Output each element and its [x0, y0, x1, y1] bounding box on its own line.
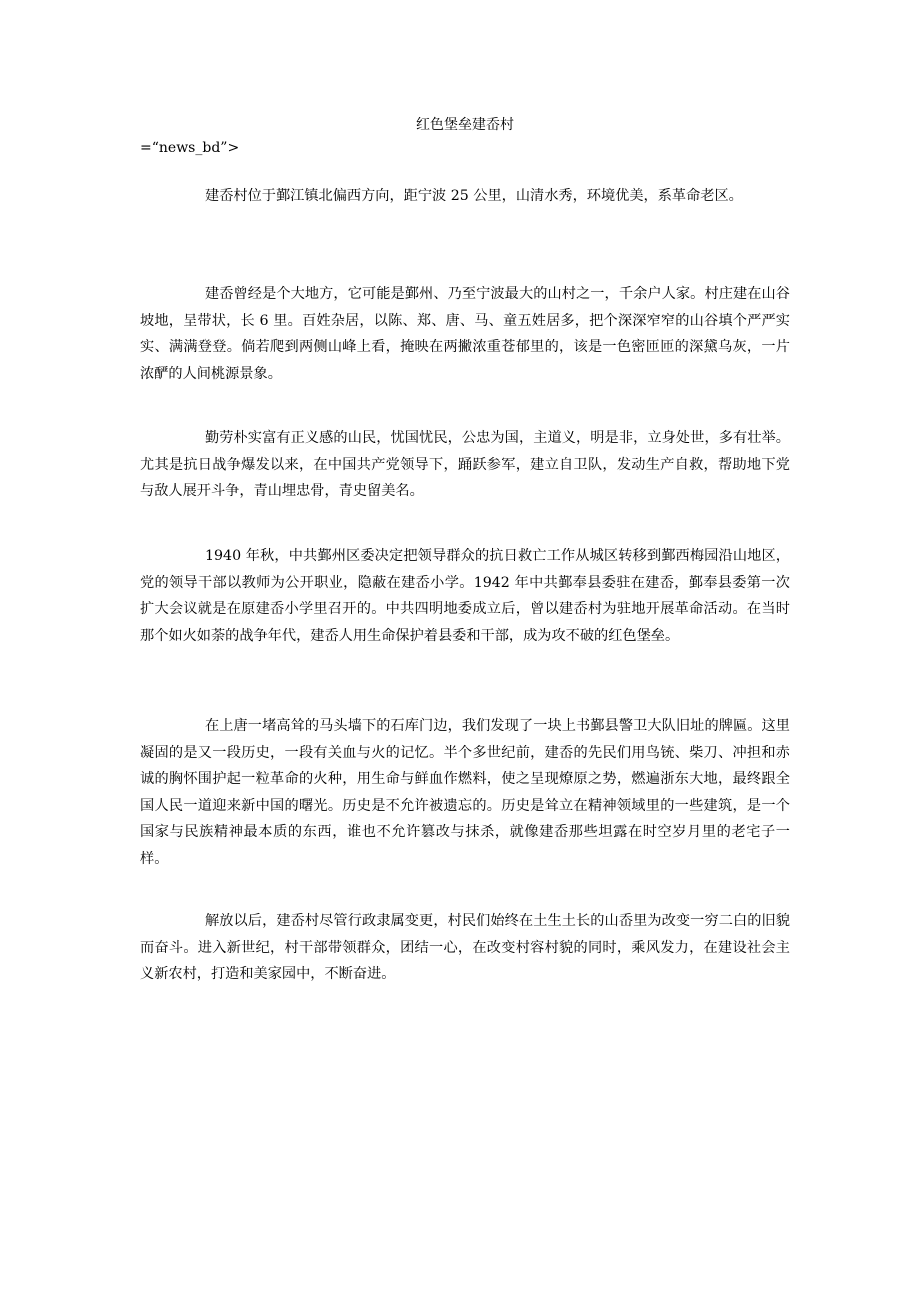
document-title: 红色堡垒建岙村	[416, 117, 514, 133]
paragraph-villagers: 勤劳朴实富有正义感的山民，忧国忧民，公忠为国，主道义，明是非，立身处世，多有壮举。尤其是抗日战争爆发以来，在中国共产党领导下，踊跃参军，建立自卫队，发动生产自救，帮助地下党与敌人展开斗争，青山埋忠骨，青史留美名。	[140, 430, 790, 499]
paragraph-history: 建岙曾经是个大地方，它可能是鄞州、乃至宁波最大的山村之一，千余户人家。村庄建在山谷坡地，呈带状，长 6 里。百姓杂居，以陈、郑、唐、马、童五姓居多，把个深深窄窄的山谷填个严严实实、满满登登。倘若爬到两侧山峰上看，掩映在两撇浓重苍郁里的，该是一色密匝匝的深黛乌灰，一片浓酽的人间桃源景象。	[140, 286, 790, 382]
paragraph-after-liberation: 解放以后，建岙村尽管行政隶属变更，村民们始终在土生土长的山岙里为改变一穷二白的旧貌而奋斗。进入新世纪，村干部带领群众，团结一心，在改变村容村貌的同时，乘风发力，在建设社会主义新农村，打造和美家园中，不断奋进。	[140, 913, 790, 982]
paragraph-revolution: 1940 年秋，中共鄞州区委决定把领导群众的抗日救亡工作从城区转移到鄞西梅园沿山地区，党的领导干部以教师为公开职业，隐蔽在建岙小学。1942 年中共鄞奉县委驻在建岙，鄞奉县委第一次扩大会议就是在原建岙小学里召开的。中共四明地委成立后，曾以建岙村为驻地开展革命活动。在当时那个如火如荼的战争年代，建岙人用生命保护着县委和干部，成为攻不破的红色堡垒。	[140, 548, 790, 644]
paragraph-memory: 在上唐一堵高耸的马头墙下的石库门边，我们发现了一块上书鄞县警卫大队旧址的牌匾。这里凝固的是又一段历史，一段有关血与火的记忆。半个多世纪前，建岙的先民们用鸟铳、柴刀、冲担和赤诚的胸怀围护起一粒革命的火种，用生命与鲜血作燃料，使之呈现燎原之势，燃遍浙东大地，最终跟全国人民一道迎来新中国的曙光。历史是不允许被遗忘的。历史是耸立在精神领域里的一些建筑，是一个国家与民族精神最本质的东西，谁也不允许篡改与抹杀，就像建岙那些坦露在时空岁月里的老宅子一样。	[140, 718, 790, 867]
markup-fragment: =“news_bd”>	[140, 140, 240, 156]
paragraph-location: 建岙村位于鄞江镇北偏西方向，距宁波 25 公里，山清水秀，环境优美，系革命老区。	[205, 188, 743, 204]
document-page	[140, 0, 790, 1302]
